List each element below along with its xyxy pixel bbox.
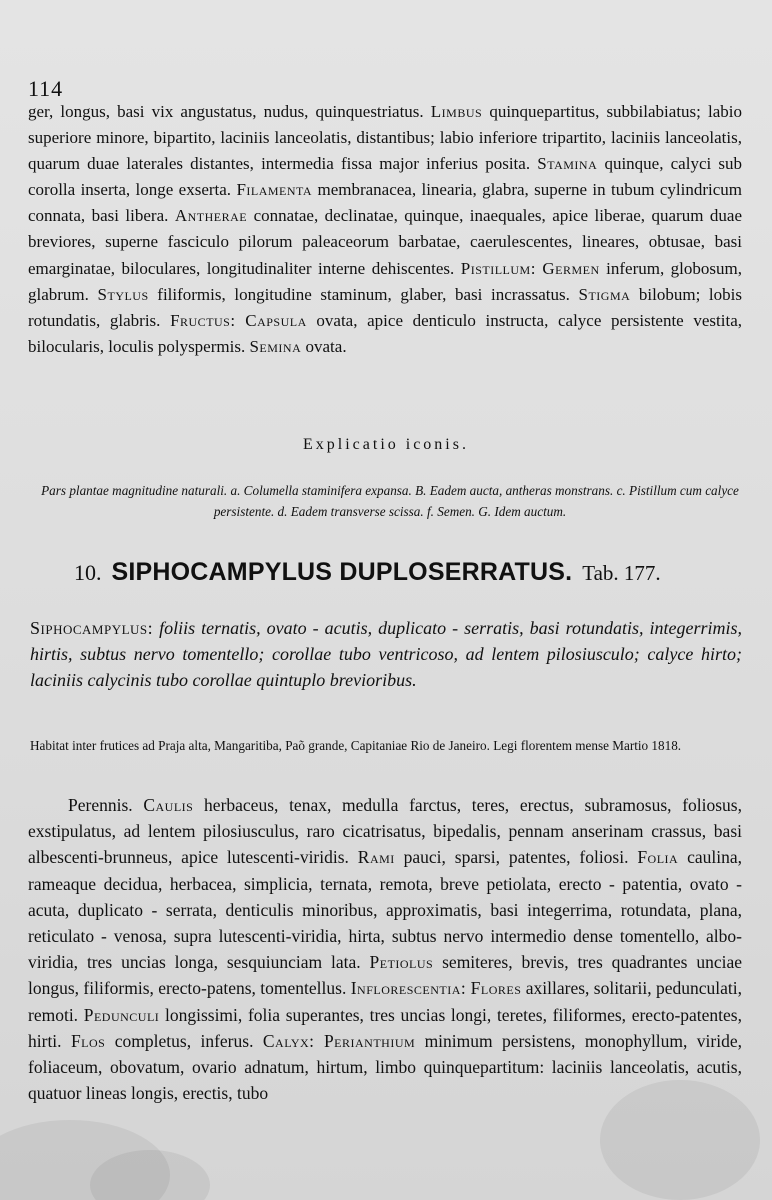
plate-reference: Tab. 177. — [582, 561, 661, 585]
term-label: Limbus — [430, 102, 483, 121]
term-label: Flos — [70, 1030, 106, 1051]
text-run: membranacea, linearia, glabra, superne in tubum cylindricum connata, basi libera. — [28, 180, 742, 226]
term-label: Fructus: — [170, 310, 236, 330]
term-label: Germen — [542, 258, 600, 278]
text-run: filiformis, longitudine staminum, glaber, basi incrassatus. — [148, 284, 579, 304]
explicatio-caption: Pars plantae magnitudine naturali. a. Columella staminifera expansa. B. Eadem aucta, antheras monstrans. c. Pistillum cum calyce persistente. d. Eadem transverse scissa. f. Semen. G. Idem auctum. — [41, 483, 739, 519]
term-label: Inflorescentia: — [350, 978, 467, 999]
species-name: SIPHOCAMPYLUS DUPLOSERRATUS. — [111, 558, 573, 586]
text-run: pauci, sparsi, patentes, foliosi. — [394, 847, 638, 868]
text-run: ovata. — [301, 336, 347, 356]
text-run: completus, inferus. — [105, 1030, 263, 1051]
term-label: Petiolus — [369, 952, 434, 973]
text-run: ger, longus, basi vix angustatus, nudus, quinquestriatus. — [28, 102, 431, 121]
term-label: Stamina — [537, 154, 598, 174]
text-run: quinquepartitus, subbilabiatus; labio superiore minore, bipartito, laciniis lanceolatis, distantibus; labio inferiore tripartito, laciniis lanceolatis, quarum duae laterales distantes, intermedia fissa major inferius posita. — [28, 102, 742, 174]
diagnosis-label: Siphocampylus: — [30, 618, 154, 638]
term-label: Filamenta — [236, 180, 313, 200]
species-diagnosis — [30, 615, 742, 693]
page-number: 114 — [28, 76, 64, 101]
text-run: semiteres, brevis, tres quadrantes unciae longus, filiformis, erecto-patens, tomentellus. — [28, 952, 742, 999]
species-description — [28, 792, 742, 1106]
term-label: Stylus — [97, 284, 149, 304]
text-run: caulina, rameaque decidua, herbacea, simplicia, ternata, remota, breve petiolata, erecto - patentia, ovato - acuta, duplicato - serrata, denticulis minoribus, approximatis, basi integerrima, rotundata, plana, reticulato - venosa, supra lutescenti-viridia, hirta, subtus nervo intermedio dense tomentello, albo-viridia, tres uncias longa, sesquiunciam lata. — [28, 847, 742, 973]
term-label: Stigma — [578, 284, 631, 304]
term-label: Pistillum: — [460, 258, 536, 278]
text-run: minimum persistens, monophyllum, viride, foliaceum, obovatum, ovario adnatum, hirtum, limbo quinquepartitum: laciniis lanceolatis, acutis, quatuor lineas longis, erectis, tubo — [28, 1030, 743, 1104]
term-label: Perianthium — [323, 1030, 416, 1051]
term-label: Capsula — [245, 310, 307, 330]
habitat-note: Habitat inter frutices ad Praja alta, Mangaritiba, Paõ grande, Capitaniae Rio de Janeiro. Legi florentem mense Martio 1818. — [30, 738, 682, 753]
text-run: axillares, solitarii, pedunculati, remoti. — [28, 978, 743, 1025]
text-run: longissimi, folia superantes, tres uncias longi, teretes, filiformes, erecto-patentes, hirti. — [28, 1004, 742, 1051]
continued-paragraph — [28, 99, 742, 360]
text-run: bilobum; lobis rotundatis, glabris. — [28, 284, 742, 330]
term-label: Calyx: — [262, 1030, 315, 1051]
text-run: Perennis. — [68, 795, 144, 815]
text-run: connatae, declinatae, quinque, inaequales, apice liberae, quarum duae breviores, superne fasciculo pilorum paleaceorum barbatae, caerulescentes, lineares, obtusae, basi emarginatae, biloculares, longitudinaliter interne dehiscentes. — [28, 206, 742, 278]
diagnosis-text: foliis ternatis, ovato - acutis, duplicato - serratis, basi rotundatis, integerrimis, hirtis, subtus nervo tomentello; corollae tubo ventricoso, ad lentem pilosiusculo; calyce hirto; laciniis calycinis tubo corollae quintuplo brevioribus. — [30, 618, 742, 690]
species-heading — [74, 558, 661, 587]
text-run: herbaceus, tenax, medulla farctus, teres, erectus, subramosus, foliosus, exstipulatus, ad lentem pilosiusculus, raro cicatrisatus, bipedalis, pennam anserinam crassus, basi albescenti-brunneus, apice lutescenti-viridis. — [28, 795, 742, 868]
term-label: Flores — [470, 978, 522, 999]
text-run: ovata, apice denticulo instructa, calyce persistente vestita, bilocularis, loculis polyspermis. — [28, 310, 743, 356]
term-label: Pedunculi — [83, 1004, 160, 1025]
text-run: inferum, globosum, glabrum. — [28, 258, 742, 304]
text-run — [315, 1031, 324, 1051]
term-label: Folia — [637, 847, 679, 868]
term-label: Rami — [357, 847, 395, 868]
term-label: Semina — [249, 336, 302, 356]
text-run — [236, 311, 246, 330]
text-run: quinque, calyci sub corolla inserta, longe exserta. — [28, 154, 743, 200]
term-label: Antherae — [174, 206, 248, 226]
term-label: Caulis — [143, 795, 194, 815]
species-number: 10. — [74, 560, 102, 585]
explicatio-heading: Explicatio iconis. — [303, 436, 469, 453]
